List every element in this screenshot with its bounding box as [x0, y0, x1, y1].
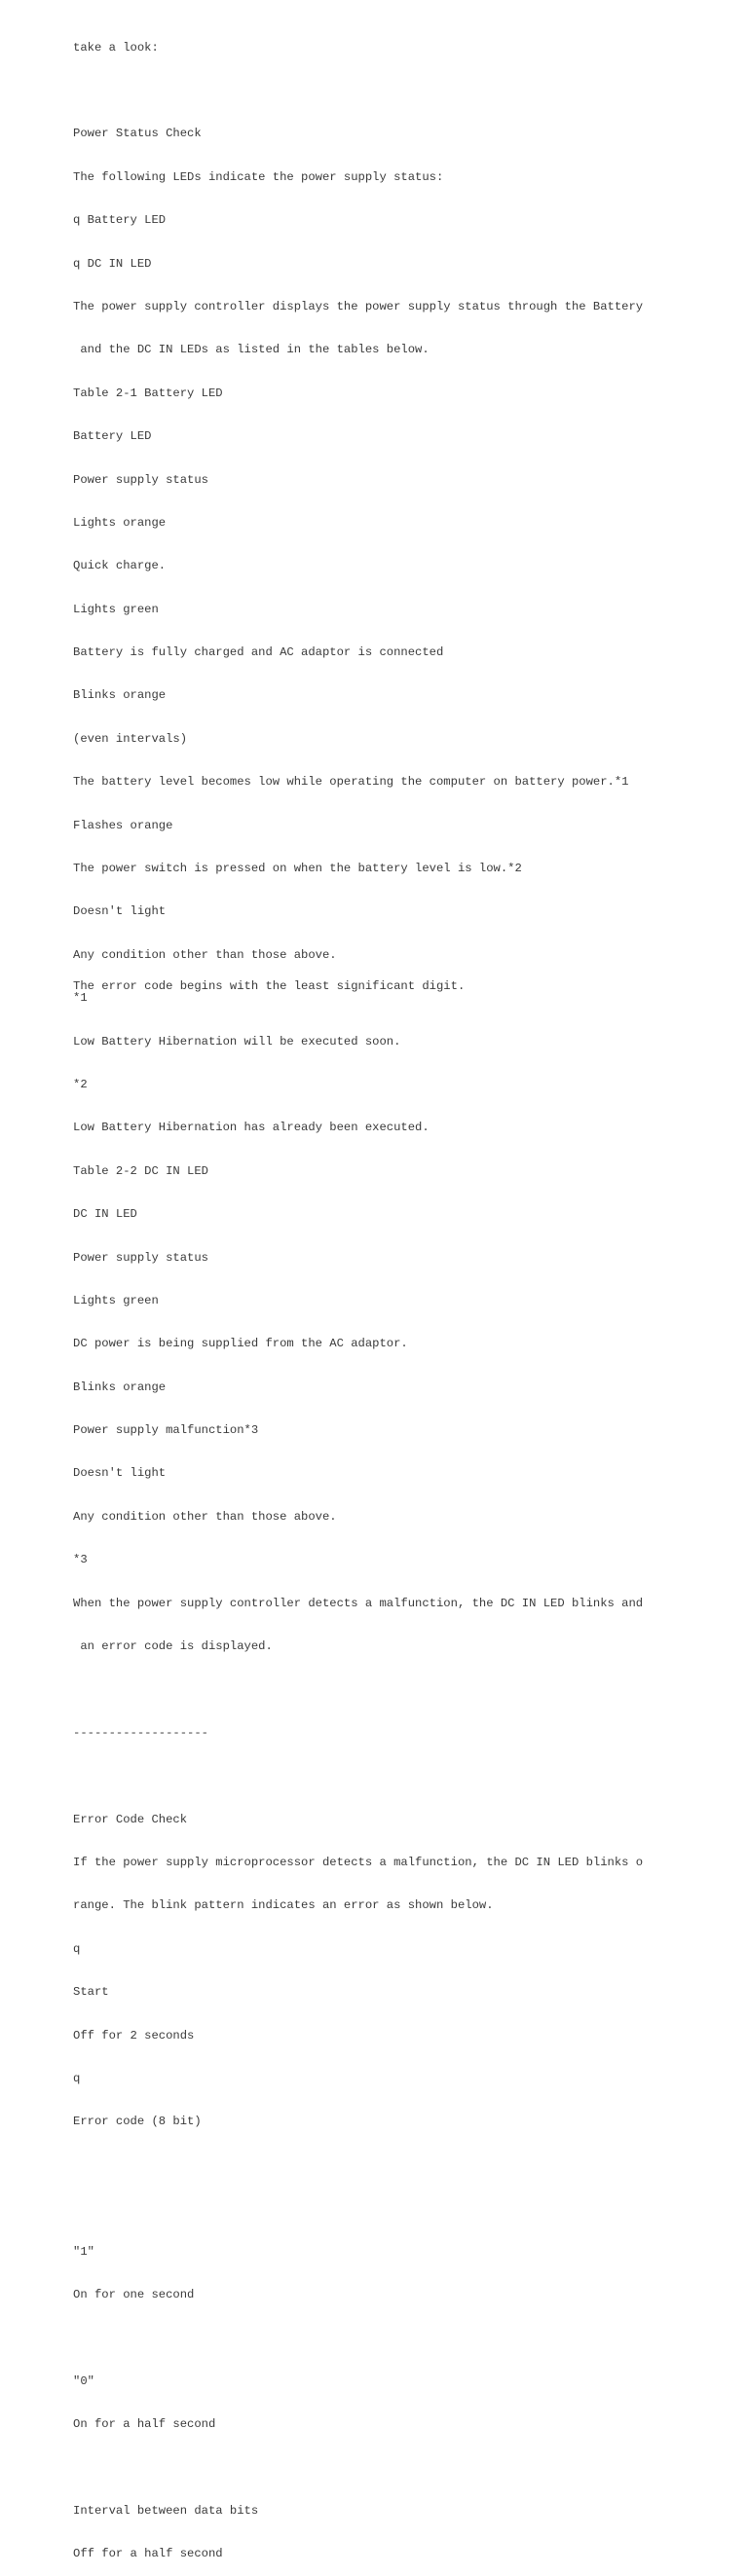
- text-line: Start: [73, 1985, 109, 2000]
- blank-line: [73, 2460, 735, 2475]
- section-heading-power-status: Power Status Check: [73, 127, 202, 141]
- blank-line: [73, 1682, 735, 1697]
- table-cell: DC power is being supplied from the AC adaptor.: [73, 1337, 408, 1351]
- footnote-marker: *3: [73, 1553, 88, 1567]
- text-line: The following LEDs indicate the power supply status:: [73, 169, 444, 184]
- text-line: take a look:: [73, 40, 159, 55]
- table-cell: Battery is fully charged and AC adaptor is connected: [73, 645, 444, 660]
- text-line: "0": [73, 2374, 94, 2388]
- table-cell: Power supply malfunction*3: [73, 1423, 259, 1438]
- blank-line: [73, 2158, 735, 2173]
- text-line: The power supply controller displays the power supply status through the Battery: [73, 299, 644, 313]
- blank-line: [73, 2331, 735, 2345]
- text-line: If the power supply microprocessor detects a malfunction, the DC IN LED blinks o: [73, 1856, 644, 1869]
- text-line: "1": [73, 2244, 94, 2259]
- table-cell: Blinks orange: [73, 688, 167, 703]
- table-cell: Any condition other than those above.: [73, 947, 337, 962]
- list-item: q Battery LED: [73, 213, 167, 228]
- table-header-cell: Battery LED: [73, 429, 152, 444]
- text-line: Off for 2 seconds: [73, 2028, 195, 2042]
- table-cell: Quick charge.: [73, 559, 167, 573]
- text-line: On for a half second: [73, 2417, 216, 2432]
- table-cell: Flashes orange: [73, 818, 173, 832]
- footnote-text: When the power supply controller detects a malfunction, the DC IN LED blinks and: [73, 1596, 644, 1610]
- table-cell: Lights green: [73, 602, 159, 616]
- blank-line: [73, 1769, 735, 1784]
- blank-line: [73, 84, 735, 98]
- table-caption: Table 2-2 DC IN LED: [73, 1163, 208, 1178]
- table-cell: Any condition other than those above.: [73, 1509, 337, 1524]
- table-cell: Lights green: [73, 1293, 159, 1307]
- footnote-text: Low Battery Hibernation will be executed soon.: [73, 1034, 401, 1049]
- footnote-marker: *1: [73, 991, 88, 1006]
- document-text: [73, 12, 735, 2576]
- table-cell: The power switch is pressed on when the battery level is low.*2: [73, 862, 522, 876]
- table-cell: Blinks orange: [73, 1380, 167, 1394]
- text-line: Off for a half second: [73, 2547, 223, 2561]
- text-line: On for one second: [73, 2287, 195, 2301]
- table-cell: Doesn't light: [73, 904, 167, 919]
- text-line: and the DC IN LEDs as listed in the tables below.: [73, 343, 430, 357]
- footnote-text: an error code is displayed.: [73, 1639, 273, 1654]
- text-line: Error code (8 bit): [73, 2115, 202, 2129]
- text-line: Interval between data bits: [73, 2503, 259, 2518]
- table-cell: Doesn't light: [73, 1466, 167, 1481]
- table-cell: Lights orange: [73, 515, 167, 530]
- footnote-text: Low Battery Hibernation has already been executed.: [73, 1121, 430, 1135]
- blank-line: [73, 2201, 735, 2216]
- text-line: range. The blink pattern indicates an error as shown below.: [73, 1898, 494, 1913]
- bullet-glyph: q: [73, 1941, 81, 1956]
- closing-note: The error code begins with the least significant digit.: [73, 979, 466, 993]
- table-caption: Table 2-1 Battery LED: [73, 386, 223, 400]
- table-header-cell: Power supply status: [73, 472, 208, 487]
- section-heading-error-code: Error Code Check: [73, 1812, 188, 1826]
- list-item: q DC IN LED: [73, 256, 152, 271]
- separator-line: -------------------: [73, 1725, 208, 1740]
- bullet-glyph: q: [73, 2071, 81, 2085]
- table-cell: (even intervals): [73, 731, 188, 746]
- footnote-marker: *2: [73, 1077, 88, 1091]
- table-cell: The battery level becomes low while operating the computer on battery power.*1: [73, 775, 629, 790]
- table-header-cell: DC IN LED: [73, 1207, 137, 1222]
- table-header-cell: Power supply status: [73, 1250, 208, 1265]
